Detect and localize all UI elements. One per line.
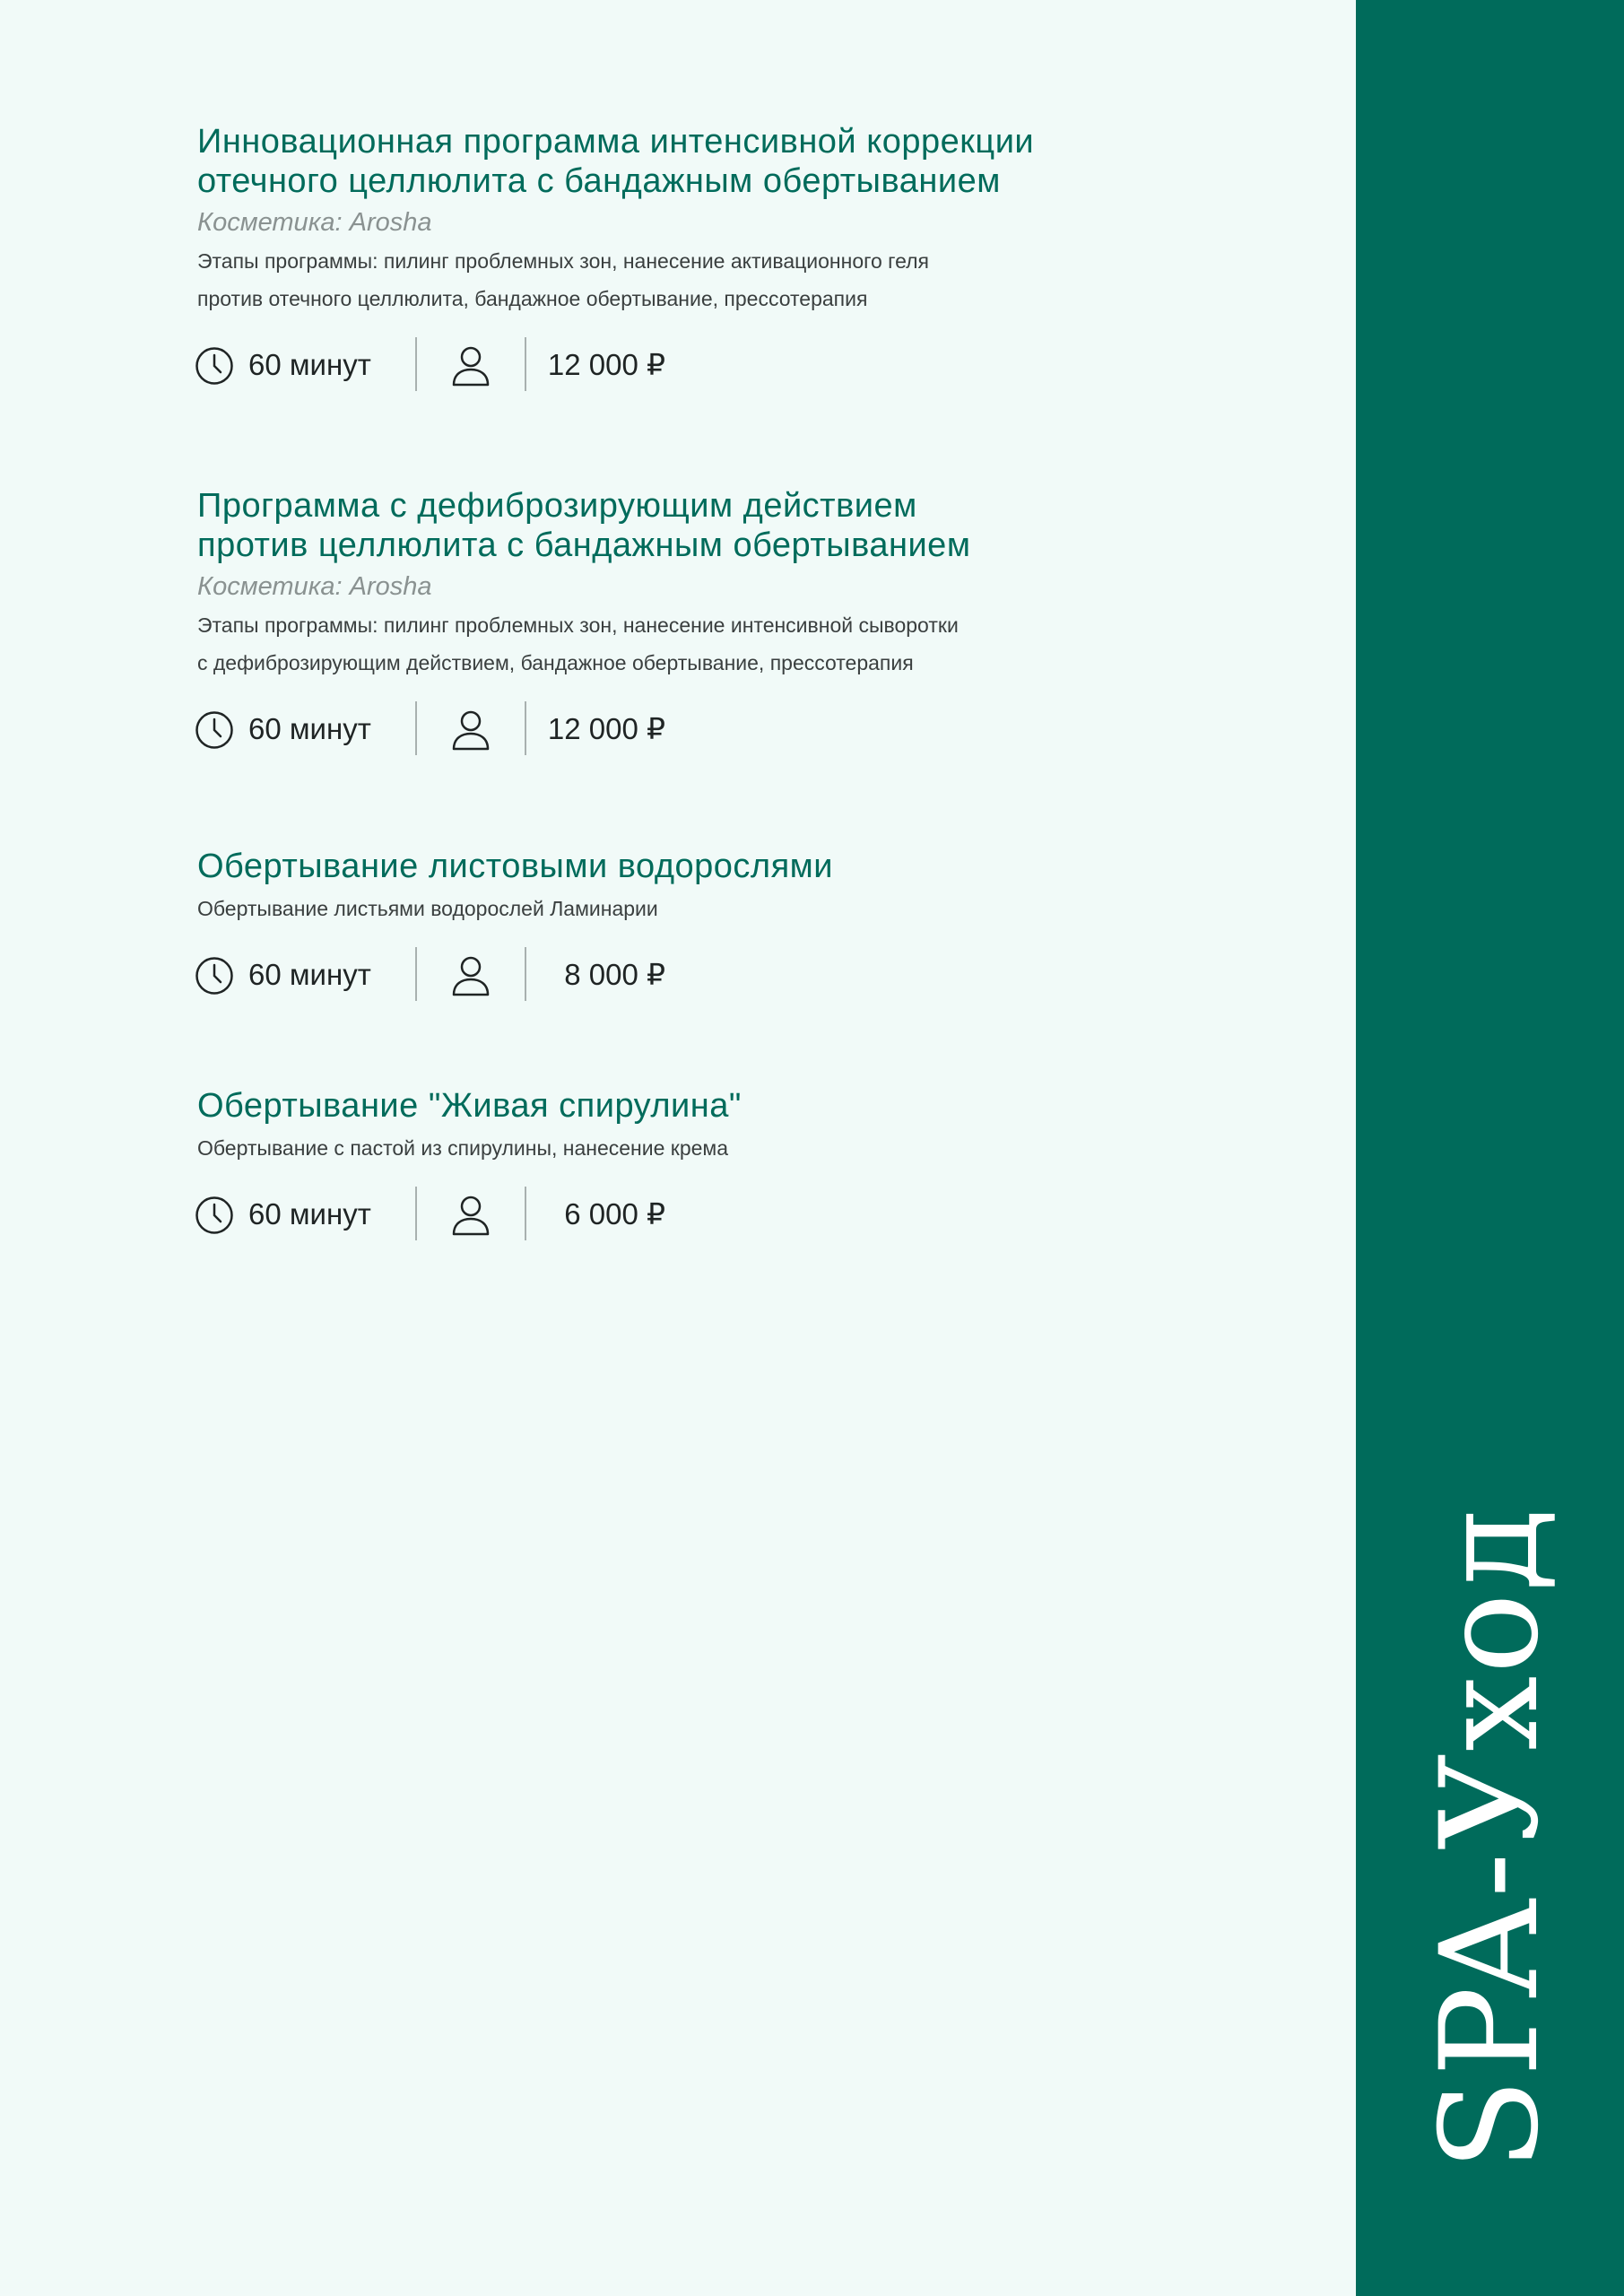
service-brand: Косметика: Arosha xyxy=(197,208,432,237)
section-sidebar xyxy=(1356,0,1624,2296)
service-duration: 60 минут xyxy=(248,712,371,745)
service-price: 8 000 ₽ xyxy=(564,958,665,991)
divider xyxy=(525,947,526,1001)
service-title-line: Обертывание листовыми водорослями xyxy=(197,848,833,885)
service-description xyxy=(197,242,1273,317)
service-meta xyxy=(197,337,1273,393)
service-price: 12 000 ₽ xyxy=(547,348,665,381)
clock-icon xyxy=(195,1196,234,1235)
service-title-line: против целлюлита с бандажным обертыванием xyxy=(197,526,971,564)
divider xyxy=(525,701,526,755)
person-icon xyxy=(451,954,491,997)
service-meta xyxy=(197,947,1273,1003)
service-price: 6 000 ₽ xyxy=(564,1197,665,1231)
service-description-line: Обертывание с пастой из спирулины, нанесение крема xyxy=(197,1136,729,1160)
service-title-line: Инновационная программа интенсивной коррекции xyxy=(197,123,1035,161)
person-icon xyxy=(451,1194,491,1237)
service-duration: 60 минут xyxy=(248,1197,371,1231)
service-meta xyxy=(197,1187,1273,1242)
service-meta xyxy=(197,701,1273,757)
person-icon xyxy=(451,344,491,387)
clock-icon xyxy=(195,956,234,996)
service-description-line: Обертывание листьями водорослей Ламинарии xyxy=(197,897,658,920)
service-title xyxy=(197,1086,1273,1126)
service-title xyxy=(197,122,1273,201)
service-description-line: с дефиброзирующим действием, бандажное обертывание, прессотерапия xyxy=(197,651,914,674)
divider xyxy=(525,1187,526,1240)
clock-icon xyxy=(195,346,234,386)
service-description xyxy=(197,606,1273,682)
divider xyxy=(415,947,417,1001)
service-item xyxy=(197,122,1273,393)
divider xyxy=(415,701,417,755)
clock-icon xyxy=(195,710,234,750)
divider xyxy=(415,337,417,391)
service-description-line: Этапы программы: пилинг проблемных зон, нанесение интенсивной сыворотки xyxy=(197,613,959,637)
service-brand: Косметика: Arosha xyxy=(197,572,432,601)
service-price: 12 000 ₽ xyxy=(547,712,665,745)
section-title: SPA-Уход xyxy=(1412,1506,1568,2171)
service-title-line: отечного целлюлита с бандажным обертыванием xyxy=(197,162,1001,200)
service-item xyxy=(197,847,1273,1003)
service-duration: 60 минут xyxy=(248,958,371,991)
service-title-line: Обертывание "Живая спирулина" xyxy=(197,1087,742,1125)
person-icon xyxy=(451,709,491,752)
divider xyxy=(525,337,526,391)
service-item xyxy=(197,1086,1273,1242)
divider xyxy=(415,1187,417,1240)
service-description xyxy=(197,890,1273,927)
service-title xyxy=(197,847,1273,886)
service-description xyxy=(197,1129,1273,1167)
service-item xyxy=(197,486,1273,757)
service-description-line: против отечного целлюлита, бандажное обертывание, прессотерапия xyxy=(197,287,868,310)
service-title-line: Программа с дефиброзирующим действием xyxy=(197,487,917,525)
service-title xyxy=(197,486,1273,565)
service-duration: 60 минут xyxy=(248,348,371,381)
service-description-line: Этапы программы: пилинг проблемных зон, нанесение активационного геля xyxy=(197,249,929,273)
